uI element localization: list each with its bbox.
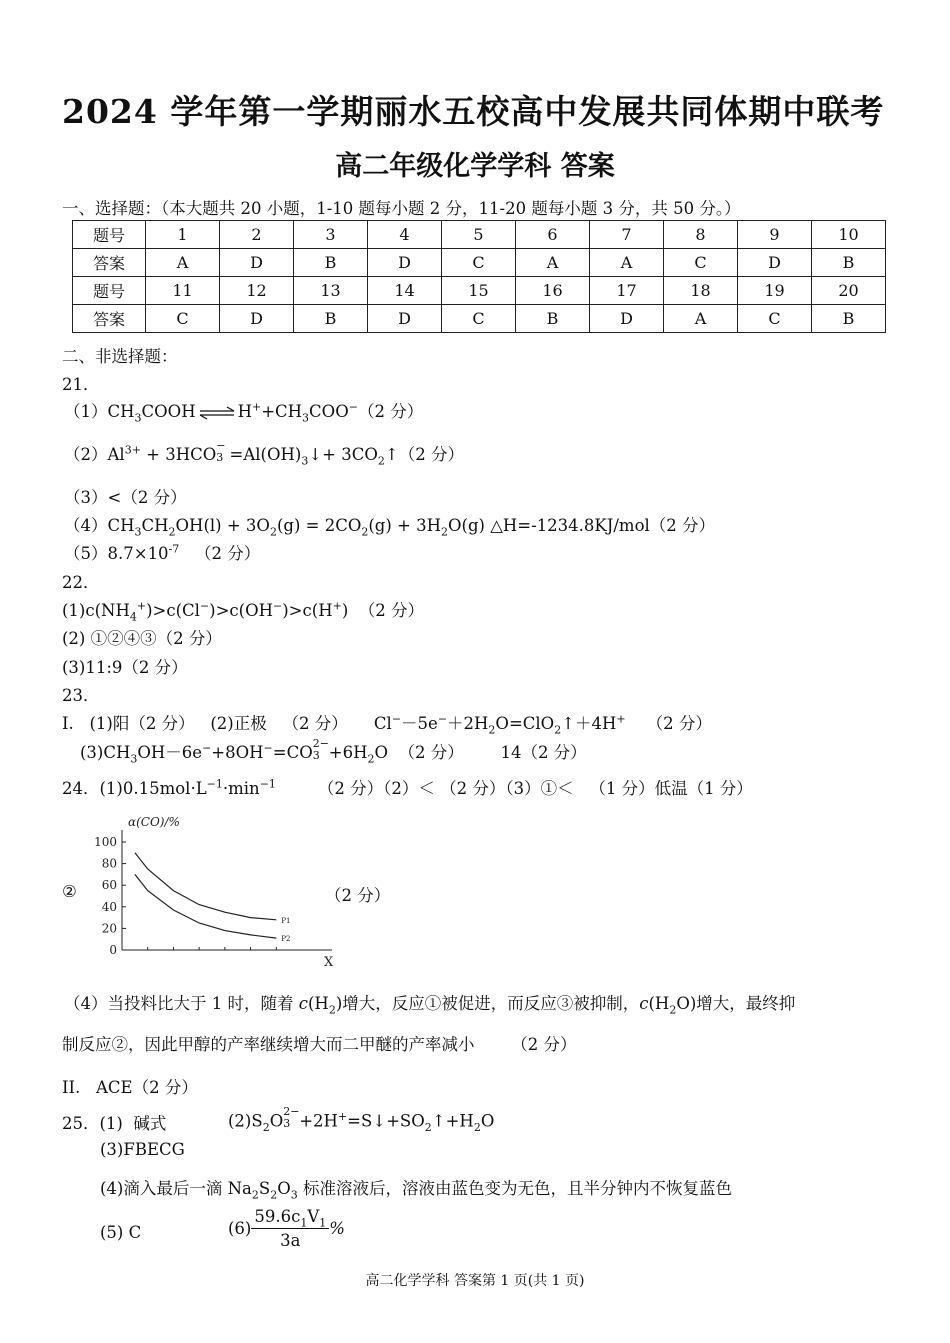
page-footer: 高二化学学科 答案第 1 页(共 1 页) [365, 1273, 585, 1289]
q23-line1: I. (1)阳（2 分） (2)正极 （2 分） $Cl^--5e^-+2H_2O=ClO_2↑+4H^+$ （2 分） [62, 712, 712, 737]
q22-part3: (3)11:9（2 分） [62, 658, 188, 677]
table-cell: C [442, 305, 516, 333]
table-row [73, 221, 886, 249]
table-cell: A [664, 305, 738, 333]
table-cell: 5 [442, 221, 516, 249]
table-cell: 20 [812, 277, 886, 305]
page-title: 2024 学年第一学期丽水五校高中发展共同体期中联考 [62, 92, 885, 131]
q24-part4-line2: 制反应②，因此甲醇的产率继续增大而二甲醚的产率减小 （2 分） [62, 1035, 577, 1054]
table-cell: 14 [368, 277, 442, 305]
q21-part5: $(5)8.7\times 10^{-7}$ （2 分） [64, 542, 261, 563]
table-cell: 3 [294, 221, 368, 249]
table-cell: D [738, 249, 812, 277]
section1-heading: 一、选择题：（本大题共 20 小题，1-10 题每小题 2 分，11-20 题每小题 3 分，共 50 分。） [62, 199, 741, 218]
table-cell: 11 [146, 277, 220, 305]
table-cell: A [590, 249, 664, 277]
table-cell: 17 [590, 277, 664, 305]
q23-line2: $(3)CH_3OH-6e^-+8OH^-=CO$ 2− 3 $+6H_2O$ （2 分） 14（2 分） [80, 736, 587, 766]
row-label: 题号 [73, 277, 146, 305]
table-cell: C [664, 249, 738, 277]
series-label-p2: P2 [281, 935, 291, 944]
y-tick-label: 40 [101, 899, 117, 914]
row-label: 答案 [73, 249, 146, 277]
q21-part4: $(4)CH_3CH_2OH(l) + 3O_2(g) = 2CO_2(g) + 3H_2O(g)$ △H=-1234.8KJ/mol（2 分） [64, 516, 716, 539]
q24-ii: II. ACE（2 分） [62, 1078, 198, 1097]
table-cell: 8 [664, 221, 738, 249]
q25-part1: 25．(1) 碱式 [62, 1114, 167, 1133]
page-subtitle: 高二年级化学学科 答案 [335, 151, 615, 182]
q25-part4: (4)滴入最后一滴 $Na_2S_2O_3$ 标准溶液后，溶液由蓝色变为无色，且半分钟内不恢复蓝色 [100, 1179, 732, 1202]
table-cell: 1 [146, 221, 220, 249]
q25-part3: (3)FBECG [100, 1140, 185, 1159]
table-cell: 2 [220, 221, 294, 249]
section2-heading: 二、非选择题： [62, 347, 178, 366]
table-cell: 12 [220, 277, 294, 305]
table-cell: D [220, 305, 294, 333]
table-cell: 13 [294, 277, 368, 305]
table-cell: B [294, 249, 368, 277]
table-row [73, 277, 886, 305]
table-cell: 4 [368, 221, 442, 249]
table-cell: 9 [738, 221, 812, 249]
q25-part2: $(2)S_2O$ 2− 3 $+2H^+=S↓+SO_2↑+H_2O$ [228, 1105, 495, 1134]
q24-line1: 24．$(1)0.15mol\cdot L^{-1}\cdot\min^{-1}$ （2 分）（2）＜ （2 分）（3）①＜ （1 分）低温（1 分） [62, 777, 753, 798]
q22-label: 22． [62, 573, 100, 592]
q23-label: 23． [62, 686, 100, 705]
q21-part2: $(2)Al^{3+} + 3HCO$ − 3 $=Al(OH)_3↓+$ $3CO_2↑(2$ 分） [64, 438, 464, 468]
y-tick-label: 100 [94, 835, 117, 849]
table-cell: C [146, 305, 220, 333]
y-tick-label: 0 [109, 943, 117, 957]
q22-part1: $(1)c(NH_4^+)>c(Cl^-)>c(OH^-)>c(H^+)$ （2 分） [62, 599, 424, 624]
y-tick-label: 20 [101, 921, 117, 936]
q25-part6: (6) $\frac{59.6c_1V_1}{3a}$ % [228, 1207, 345, 1250]
table-cell: D [590, 305, 664, 333]
series-line-p1 [135, 853, 276, 920]
table-cell: D [368, 249, 442, 277]
table-cell: B [516, 305, 590, 333]
table-cell: 16 [516, 277, 590, 305]
table-cell: C [738, 305, 812, 333]
table-cell: D [368, 305, 442, 333]
table-cell: B [812, 249, 886, 277]
table-cell: 19 [738, 277, 812, 305]
table-cell: A [146, 249, 220, 277]
equilibrium-arrow-icon [198, 407, 236, 419]
table-cell: B [812, 305, 886, 333]
q24-circle2: ② [62, 882, 77, 901]
q22-part2: (2) ①②④③（2 分） [62, 629, 222, 648]
table-cell: D [220, 249, 294, 277]
q25-part5: (5) C [100, 1223, 142, 1242]
table-cell: B [294, 305, 368, 333]
q24-part4-line1: （4）当投料比大于 1 时，随着 $c(H_2)$增大，反应①被促进，而反应③被抑制，$c(H_2O)$增大，最终抑 [64, 994, 796, 1017]
table-cell: 10 [812, 221, 886, 249]
q21-label: 21． [62, 375, 100, 394]
row-label: 题号 [73, 221, 146, 249]
table-row [73, 249, 886, 277]
alpha-co-chart [88, 810, 334, 970]
y-tick-label: 80 [101, 856, 117, 871]
q24-graph-score: （2 分） [325, 886, 391, 905]
q21-part1: $(1)CH_3COOH$ $H^++CH_3COO^-(2$ 分） [64, 400, 424, 425]
x-axis-label: X [324, 955, 334, 970]
q21-part3: （3）<（2 分） [64, 488, 187, 507]
table-cell: 7 [590, 221, 664, 249]
table-cell: 15 [442, 277, 516, 305]
y-tick-label: 60 [101, 878, 117, 893]
table-cell: 18 [664, 277, 738, 305]
formula-fraction: $\frac{59.6c_1V_1}{3a}$ [251, 1207, 329, 1250]
table-cell: 6 [516, 221, 590, 249]
y-axis-label: α(CO)/% [128, 815, 180, 829]
answer-table [72, 220, 886, 333]
table-cell: A [516, 249, 590, 277]
table-row [73, 305, 886, 333]
table-cell: C [442, 249, 516, 277]
row-label: 答案 [73, 305, 146, 333]
series-label-p1: P1 [281, 916, 291, 925]
